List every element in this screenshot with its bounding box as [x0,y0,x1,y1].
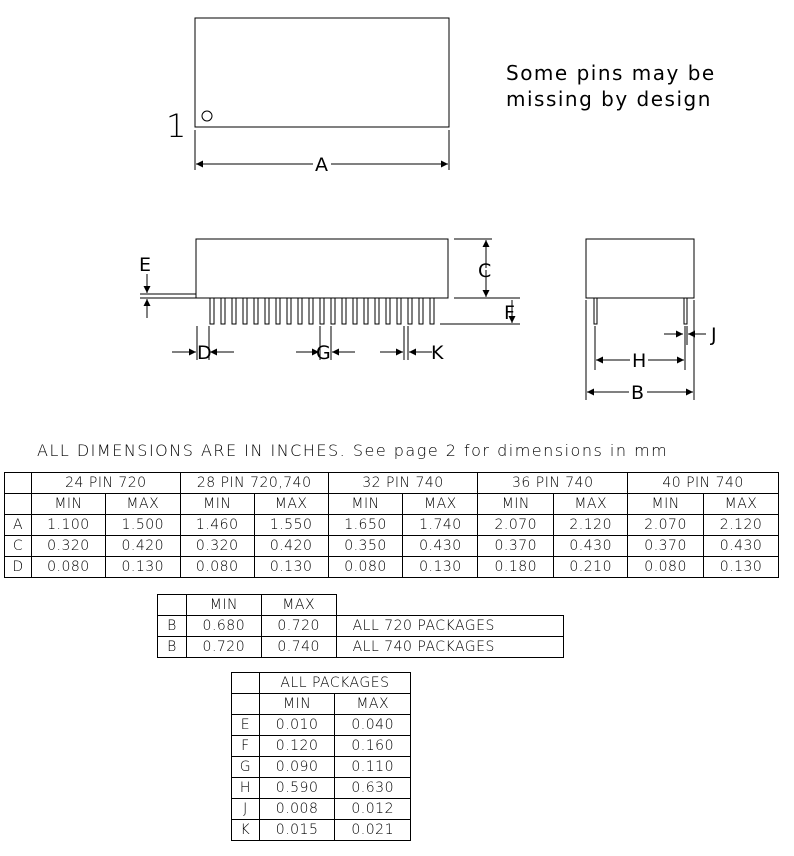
cell: 0.180 [478,557,554,578]
cell: 2.070 [628,515,704,536]
group-header: 28 PIN 720,740 [180,473,328,494]
row-dim: J [232,799,260,820]
table3-corner [232,673,260,694]
cell: 0.090 [259,757,335,778]
col-header: MIN [259,694,335,715]
label-a: A [315,154,328,176]
table2-header-row [158,595,564,616]
cell: 0.080 [180,557,254,578]
cell: 0.590 [259,778,335,799]
cell: 0.160 [335,736,411,757]
sub-header: MAX [403,494,478,515]
sub-header: MAX [704,494,779,515]
group-header: 24 PIN 720 [31,473,180,494]
sub-header: MIN [180,494,254,515]
cell: 2.120 [554,515,628,536]
row-dim: G [232,757,260,778]
note-line1: Some pins may be [506,61,716,85]
col-header: MAX [335,694,411,715]
cell: 0.370 [628,536,704,557]
cell: 0.130 [105,557,180,578]
label-d: D [197,342,212,364]
cell: 0.080 [31,557,105,578]
cell: 0.430 [554,536,628,557]
col-header: MAX [261,595,336,616]
group-header: 40 PIN 740 [628,473,779,494]
table-row [5,557,779,578]
table3-blank [232,694,260,715]
dimensions-table-pins [4,472,779,578]
table1-group-row [5,473,779,494]
cell: 0.015 [259,820,335,841]
table-row [232,715,411,736]
label-h: H [632,350,647,372]
sub-header: MAX [105,494,180,515]
cell: 0.040 [335,715,411,736]
label-g: G [316,342,331,364]
table3-title: ALL PACKAGES [259,673,410,694]
cell: 1.500 [105,515,180,536]
end-view-pin-right [684,298,687,324]
end-view-pin-left [594,298,597,324]
cell: 0.680 [186,616,261,637]
cell: 0.130 [403,557,478,578]
row-dim: D [5,557,32,578]
table3-header-row [232,694,411,715]
top-view-body [195,18,449,127]
package-note: ALL 740 PACKAGES [336,637,563,658]
cell: 0.430 [403,536,478,557]
row-dim: F [232,736,260,757]
pin1-marker [202,111,212,121]
label-e: E [139,254,152,276]
cell: 0.210 [554,557,628,578]
cell: 1.650 [328,515,403,536]
label-f: F [504,302,515,324]
cell: 1.740 [403,515,478,536]
side-view-body [196,239,448,298]
table-row [232,820,411,841]
row-dim: A [5,515,32,536]
cell: 0.021 [335,820,411,841]
table1-sub-row [5,494,779,515]
cell: 0.350 [328,536,403,557]
table-row [158,616,564,637]
cell: 2.120 [704,515,779,536]
cell: 0.110 [335,757,411,778]
group-header: 32 PIN 740 [328,473,478,494]
table1-blank [5,494,32,515]
table2-note-header [336,595,563,616]
cell: 0.630 [335,778,411,799]
cell: 0.720 [186,637,261,658]
cell: 0.740 [261,637,336,658]
cell: 0.008 [259,799,335,820]
cell: 0.130 [704,557,779,578]
cell: 0.010 [259,715,335,736]
cell: 0.320 [31,536,105,557]
table-row [232,778,411,799]
table-row [5,515,779,536]
side-view-pins [210,298,434,324]
cell: 0.080 [628,557,704,578]
label-c: C [478,260,492,282]
cell: 0.420 [105,536,180,557]
table-row [158,637,564,658]
cell: 0.080 [328,557,403,578]
sub-header: MIN [628,494,704,515]
dimensions-table-all [231,672,411,841]
units-note: ALL DIMENSIONS ARE IN INCHES. See page 2 for dimensions in mm [37,441,669,460]
package-note: ALL 720 PACKAGES [336,616,563,637]
row-dim: B [158,616,187,637]
cell: 0.370 [478,536,554,557]
group-header: 36 PIN 740 [478,473,628,494]
cell: 0.130 [254,557,328,578]
sub-header: MAX [554,494,628,515]
label-j: J [711,324,717,346]
table-row [232,799,411,820]
cell: 0.420 [254,536,328,557]
col-header: MIN [186,595,261,616]
row-dim: B [158,637,187,658]
row-dim: K [232,820,260,841]
cell: 1.100 [31,515,105,536]
table2-corner [158,595,187,616]
table-row [5,536,779,557]
label-k: K [431,342,444,364]
row-dim: C [5,536,32,557]
cell: 1.550 [254,515,328,536]
pin1-label: 1 [166,107,187,145]
sub-header: MIN [478,494,554,515]
end-view-body [586,239,694,298]
dimensions-table-b [157,594,564,658]
cell: 0.430 [704,536,779,557]
cell: 2.070 [478,515,554,536]
cell: 0.120 [259,736,335,757]
label-b: B [631,382,645,404]
note-line2: missing by design [506,87,712,111]
sub-header: MIN [31,494,105,515]
table-row [232,757,411,778]
table1-corner [5,473,32,494]
sub-header: MIN [328,494,403,515]
cell: 0.320 [180,536,254,557]
table-row [232,736,411,757]
table3-title-row [232,673,411,694]
sub-header: MAX [254,494,328,515]
row-dim: E [232,715,260,736]
cell: 0.720 [261,616,336,637]
cell: 0.012 [335,799,411,820]
cell: 1.460 [180,515,254,536]
row-dim: H [232,778,260,799]
